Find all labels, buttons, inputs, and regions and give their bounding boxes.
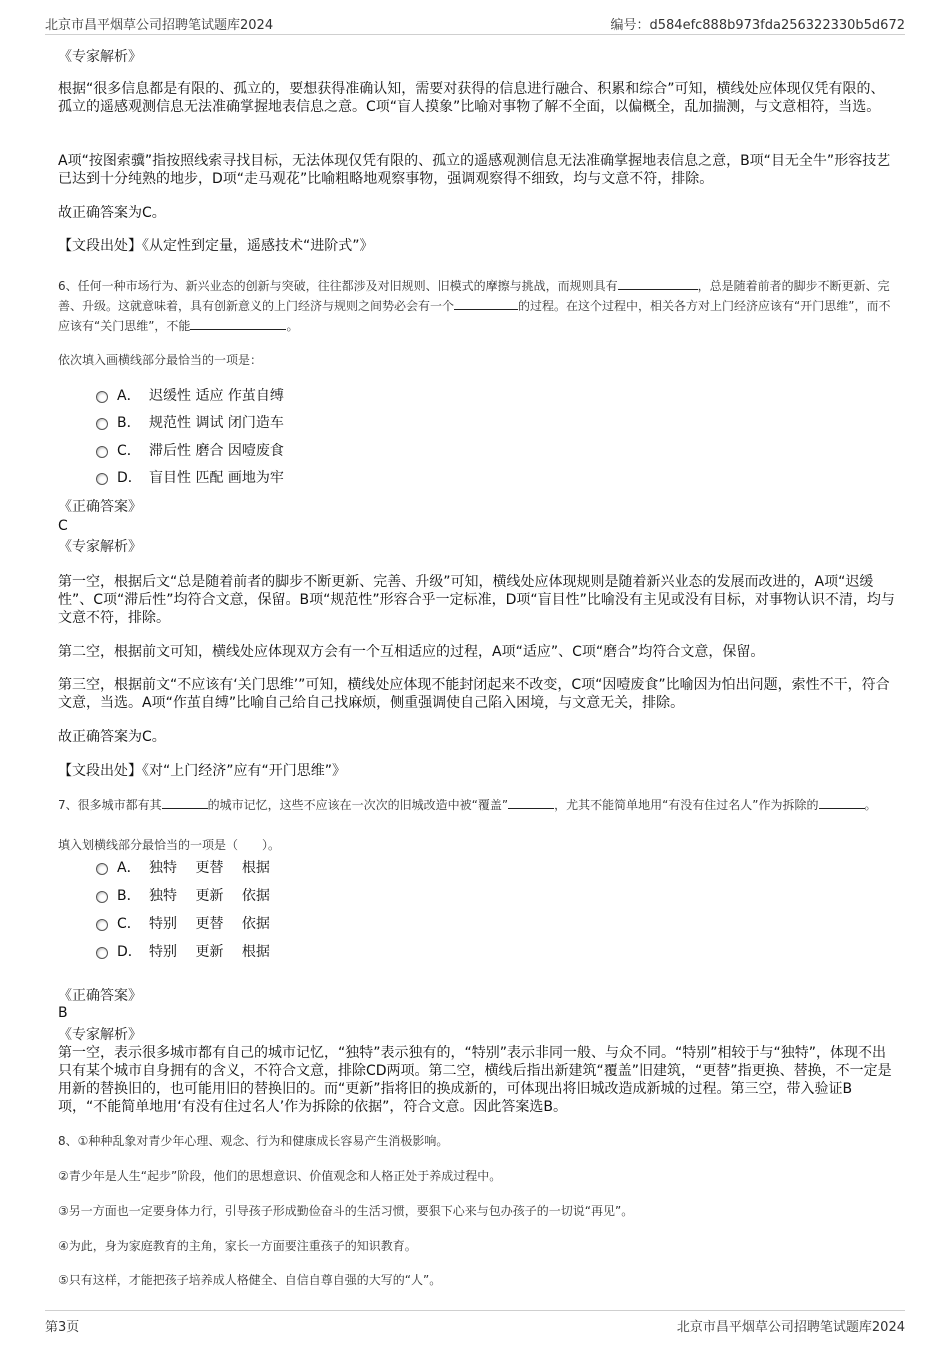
radio-icon[interactable] xyxy=(96,863,108,875)
page-footer xyxy=(45,1310,905,1333)
q6-blank-1 xyxy=(618,276,698,290)
q6-source: 【文段出处】《对“上门经济”应有“开门思维”》 xyxy=(58,763,347,779)
document-code: 编号：d584efc888b973fda256322330b5d672 xyxy=(610,18,905,33)
q5-analysis-p1: 根据“很多信息都是有限的、孤立的，要想获得准确认知，需要对获得的信息进行融合、积累和综合”可知，横线处应体现仅凭有限的、孤立的遥感观测信息无法准确掌握地表信息之意。C项“盲人摸象”比喻对事物了解不全面，以偏概全，乱加揣测，与文意相符，当选。 xyxy=(58,81,885,115)
q8-sentence-4: ④为此，身为家庭教育的主角，家长一方面要注重孩子的知识教育。 xyxy=(58,1239,417,1253)
option-text: 滞后性 磨合 因噎废食 xyxy=(149,443,284,459)
q6-option-b[interactable] xyxy=(96,412,284,434)
q6-stem xyxy=(58,276,895,336)
radio-icon[interactable] xyxy=(96,391,108,403)
q5-analysis-p2: A项“按图索骥”指按照线索寻找目标，无法体现仅凭有限的、孤立的遥感观测信息无法准确掌握地表信息之意，B项“目无全牛”形容技艺已达到十分纯熟的地步，D项“走马观花”比喻粗略地观察事物，强调观察得不细致，均与文意不符，排除。 xyxy=(58,153,891,187)
option-text: 特别 更新 根据 xyxy=(149,944,270,960)
q6-option-d[interactable] xyxy=(96,467,284,489)
q6-analysis-p4: 故正确答案为C。 xyxy=(58,729,166,745)
page-header xyxy=(45,12,905,35)
radio-icon[interactable] xyxy=(96,418,108,430)
q7-blank-3 xyxy=(819,795,865,809)
q6-expert-label: 《专家解析》 xyxy=(58,539,142,555)
option-text: 独特 更新 依据 xyxy=(149,888,270,904)
q7-option-a[interactable] xyxy=(96,857,270,879)
q5-expert-label: 《专家解析》 xyxy=(58,49,142,65)
option-text: 迟缓性 适应 作茧自缚 xyxy=(149,388,284,404)
option-text: 特别 更替 依据 xyxy=(149,916,270,932)
radio-icon[interactable] xyxy=(96,473,108,485)
q7-stem-part2: 的城市记忆，这些不应该在一次次的旧城改造中被“覆盖” xyxy=(207,798,509,812)
q6-stem-part4: 。 xyxy=(286,319,299,333)
header-title: 北京市昌平烟草公司招聘笔试题库2024 xyxy=(45,18,274,33)
q7-answer-label: 《正确答案》 xyxy=(58,988,142,1004)
q7-stem xyxy=(58,795,895,815)
option-text: 规范性 调试 闭门造车 xyxy=(149,415,284,431)
q8-sentence-5: ⑤只有这样，才能把孩子培养成人格健全、自信自尊自强的大写的“人”。 xyxy=(58,1273,442,1287)
page-number: 第3页 xyxy=(45,1320,80,1335)
q6-answer-label: 《正确答案》 xyxy=(58,499,142,515)
q6-analysis-p2: 第二空，根据前文可知，横线处应体现双方会有一个互相适应的过程，A项“适应”、C项“磨合”均符合文意，保留。 xyxy=(58,644,765,660)
option-key: D． xyxy=(117,944,142,960)
q5-analysis-p3: 故正确答案为C。 xyxy=(58,205,166,221)
option-key: D． xyxy=(117,470,142,486)
q6-blank-2 xyxy=(454,296,518,310)
q7-blank-2 xyxy=(508,795,554,809)
q5-source: 【文段出处】《从定性到定量，遥感技术“进阶式”》 xyxy=(58,238,374,254)
option-key: A． xyxy=(117,860,141,876)
q7-prompt: 填入划横线部分最恰当的一项是（ ）。 xyxy=(58,838,281,852)
radio-icon[interactable] xyxy=(96,891,108,903)
q7-option-d[interactable] xyxy=(96,941,270,963)
q6-option-c[interactable] xyxy=(96,440,284,462)
option-key: B． xyxy=(117,415,141,431)
footer-title: 北京市昌平烟草公司招聘笔试题库2024 xyxy=(676,1320,905,1335)
q7-stem-part1: 7、很多城市都有其 xyxy=(58,798,162,812)
q7-option-c[interactable] xyxy=(96,913,270,935)
q6-stem-part3: 的过程。在这个过程中，相关各方对上门经济应该有“开门思维”，而不应该有“关门思维”，不能 xyxy=(58,299,891,333)
q6-blank-3 xyxy=(190,316,286,330)
q8-sentence-2: ②青少年是人生“起步”阶段，他们的思想意识、价值观念和人格正处于养成过程中。 xyxy=(58,1169,502,1183)
option-text: 独特 更替 根据 xyxy=(149,860,270,876)
option-key: C． xyxy=(117,916,141,932)
radio-icon[interactable] xyxy=(96,947,108,959)
q6-analysis-p3: 第三空，根据前文“不应该有‘关门思维’”可知，横线处应体现不能封闭起来不改变，C项“因噎废食”比喻因为怕出问题，索性不干，符合文意，当选。A项“作茧自缚”比喻自己给自己找麻烦，侧重强调使自己陷入困境，与文意无关，排除。 xyxy=(58,677,890,711)
radio-icon[interactable] xyxy=(96,446,108,458)
q7-blank-1 xyxy=(162,795,208,809)
q7-analysis-p1: 第一空，表示很多城市都有自己的城市记忆，“独特”表示独有的，“特别”表示非同一般、与众不同。“特别”相较于与“独特”，体现不出只有某个城市自身拥有的含义，不符合文意，排除CD两项。第二空，横线后指出新建筑“覆盖”旧建筑，“更替”指更换、替换，不一定是用新的替换旧的，也可能用旧的替换旧的。而“更新”指将旧的换成新的，可体现出将旧城改造成新城的过程。第三空，带入验证B项，“不能简单地用‘有没有住过名人’作为拆除的依据”，符合文意。因此答案选B。 xyxy=(58,1045,892,1115)
q7-stem-part3: ，尤其不能简单地用“有没有住过名人”作为拆除的 xyxy=(554,798,819,812)
q7-expert-label: 《专家解析》 xyxy=(58,1027,142,1043)
q6-stem-part1: 6、任何一种市场行为、新兴业态的创新与突破，往往都涉及对旧规则、旧模式的摩擦与挑战，而规则具有 xyxy=(58,279,618,293)
q8-sentence-1: 8、①种种乱象对青少年心理、观念、行为和健康成长容易产生消极影响。 xyxy=(58,1134,449,1148)
q6-prompt: 依次填入画横线部分最恰当的一项是： xyxy=(58,353,263,367)
option-key: A． xyxy=(117,388,141,404)
option-text: 盲目性 匹配 画地为牢 xyxy=(149,470,284,486)
q6-answer-value: C xyxy=(58,518,68,534)
q6-analysis-p1: 第一空，根据后文“总是随着前者的脚步不断更新、完善、升级”可知，横线处应体现规则是随着新兴业态的发展而改进的，A项“迟缓性”、C项“滞后性”均符合文意，保留。B项“规范性”形容合乎一定标准，D项“盲目性”比喻没有主见或没有目标，对事物认识不清，均与文意不符，排除。 xyxy=(58,574,895,626)
option-key: C． xyxy=(117,443,141,459)
option-key: B． xyxy=(117,888,141,904)
radio-icon[interactable] xyxy=(96,919,108,931)
q6-stem-part2: ，总是随着前者的脚步不断更新、完善、升级。这就意味着，具有创新意义的上门经济与规则之间势必会有一个 xyxy=(58,279,890,313)
q7-answer-value: B xyxy=(58,1005,68,1021)
q8-sentence-3: ③另一方面也一定要身体力行，引导孩子形成勤俭奋斗的生活习惯，要狠下心来与包办孩子的一切说“再见”。 xyxy=(58,1204,634,1218)
q7-stem-part4: 。 xyxy=(864,798,877,812)
q7-option-b[interactable] xyxy=(96,885,270,907)
q6-option-a[interactable] xyxy=(96,385,284,407)
